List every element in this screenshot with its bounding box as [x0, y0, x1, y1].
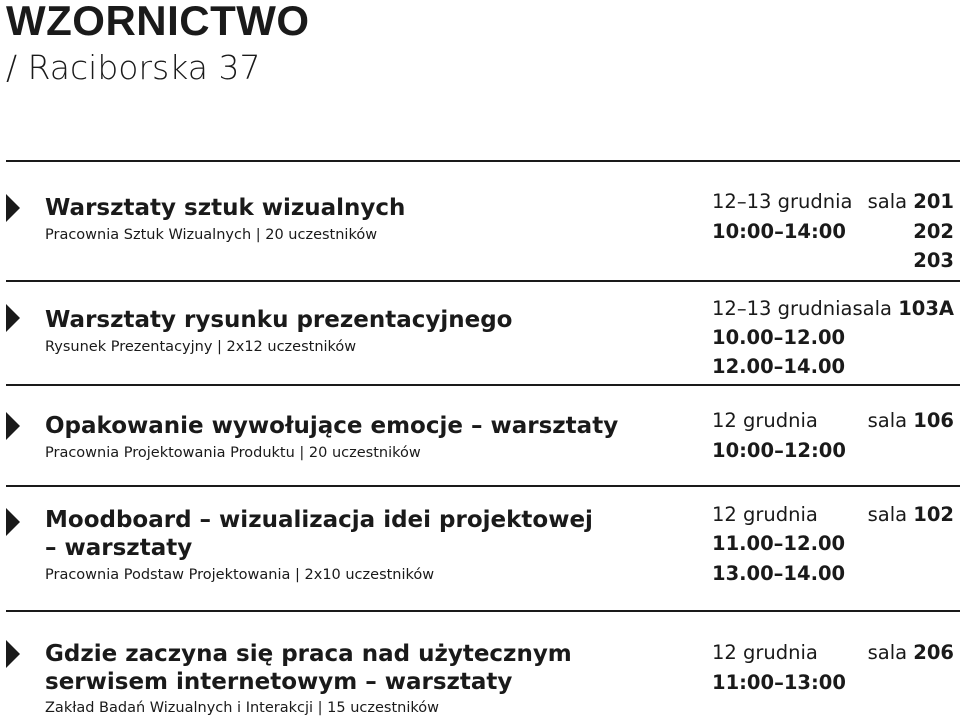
- divider: [6, 280, 960, 282]
- event-title: Warsztaty rysunku prezentacyjnego: [45, 307, 513, 333]
- event-date: 12 grudnia: [712, 409, 818, 432]
- event-title: Opakowanie wywołujące emocje – warsztaty: [45, 413, 619, 439]
- event-room: [868, 500, 954, 529]
- page-header: [6, 0, 310, 88]
- event-room: [853, 294, 954, 323]
- room-prefix: sala: [852, 297, 892, 320]
- event-time: 10:00–12:00: [712, 439, 846, 462]
- room-prefix: sala: [867, 641, 908, 664]
- room-prefix: sala: [867, 409, 908, 432]
- event-meta: Pracownia Projektowania Produktu | 20 uczestników: [45, 445, 421, 461]
- event-meta: Zakład Badań Wizualnych i Interakcji | 15 uczestników: [45, 700, 439, 716]
- room-number: 106: [913, 409, 954, 432]
- triangle-bullet-icon: [6, 412, 20, 440]
- room-number: 201: [913, 190, 954, 213]
- event-time: 10.00–12.00: [712, 326, 846, 349]
- event-time: 13.00–14.00: [712, 562, 846, 585]
- page-subtitle: / Raciborska 37: [6, 48, 261, 87]
- event-date: 12 grudnia: [712, 503, 818, 526]
- divider: [6, 610, 960, 612]
- event-time: 11:00–13:00: [712, 671, 846, 694]
- event-title-continued: serwisem internetowym – warsztaty: [45, 669, 513, 695]
- event-time: 12.00–14.00: [712, 355, 846, 378]
- event-date: 12–13 grudnia: [712, 190, 853, 213]
- divider: [6, 485, 960, 487]
- event-date: 12 grudnia: [712, 641, 818, 664]
- event-date: 12–13 grudnia: [712, 297, 853, 320]
- event-title-continued: – warsztaty: [45, 535, 193, 561]
- room-number: 203: [913, 249, 954, 272]
- triangle-bullet-icon: [6, 508, 20, 536]
- event-time: 11.00–12.00: [712, 532, 846, 555]
- event-meta: Pracownia Podstaw Projektowania | 2x10 uczestników: [45, 567, 435, 583]
- room-number: 202: [913, 220, 954, 243]
- event-room: [868, 187, 954, 216]
- triangle-bullet-icon: [6, 194, 20, 222]
- event-title: Warsztaty sztuk wizualnych: [45, 195, 406, 221]
- event-room: [868, 638, 954, 667]
- room-number: 103A: [898, 297, 954, 320]
- event-meta: Pracownia Sztuk Wizualnych | 20 uczestników: [45, 227, 378, 243]
- triangle-bullet-icon: [6, 304, 20, 332]
- divider: [6, 384, 960, 386]
- page-title: WZORNICTWO: [6, 0, 310, 44]
- triangle-bullet-icon: [6, 640, 20, 668]
- room-prefix: sala: [867, 503, 908, 526]
- event-room: [868, 406, 954, 435]
- event-title: Gdzie zaczyna się praca nad użytecznym: [45, 641, 572, 667]
- event-title: Moodboard – wizualizacja idei projektowej: [45, 507, 593, 533]
- room-number: 206: [913, 641, 954, 664]
- event-time: 10:00–14:00: [712, 220, 846, 243]
- event-meta: Rysunek Prezentacyjny | 2x12 uczestników: [45, 339, 357, 355]
- room-number: 102: [913, 503, 954, 526]
- divider: [6, 160, 960, 162]
- room-prefix: sala: [867, 190, 908, 213]
